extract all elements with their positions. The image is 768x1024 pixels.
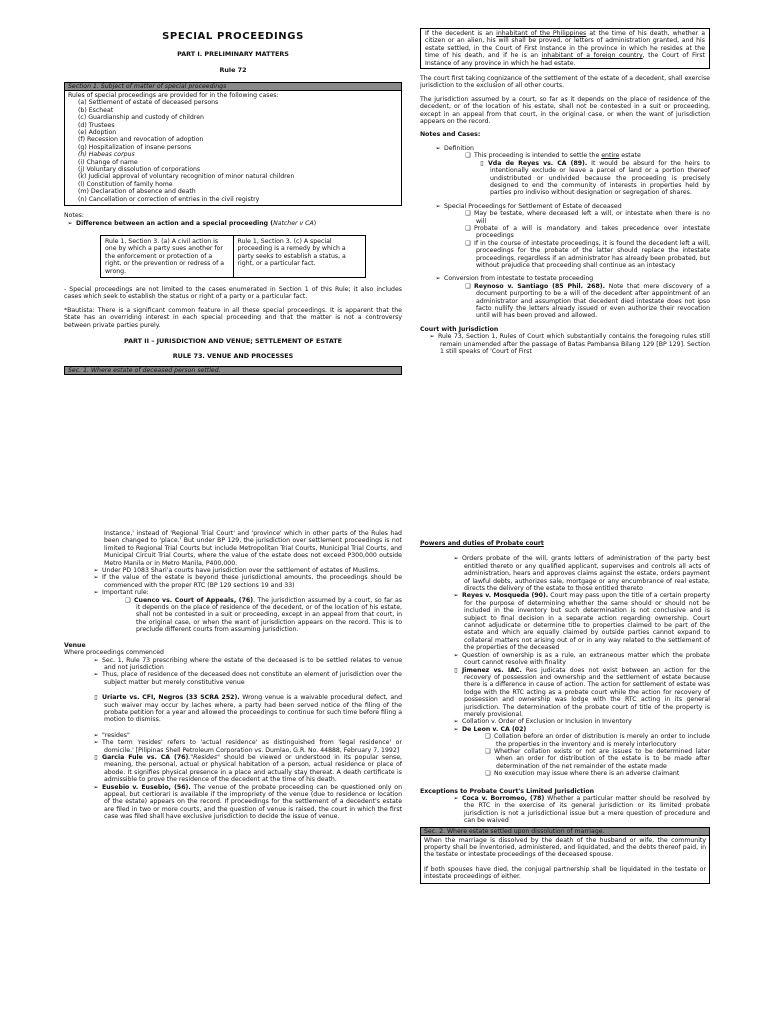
checkbox-bullet-icon: ❑ xyxy=(465,224,471,232)
case-item: (i) Change of name xyxy=(78,158,138,166)
not-limited-note: - Special proceedings are not limited to the cases enumerated in Section 1 of this Rule; it also includes cases which seek to establish the status or right of a party or a particular fact. xyxy=(64,285,402,301)
arrow-bullet-icon: ➢ xyxy=(429,333,435,341)
sec1-header: Section 1. Subject of matter of special proceedings xyxy=(64,82,402,91)
sp-sub-item: ❑ May be testate, where deceased left a will, or intestate when there is no will xyxy=(420,210,710,225)
arrow-bullet-icon: ➢ xyxy=(435,144,441,152)
resides-definition: ➢ The term 'resides' refers to 'actual residence' as distinguished from 'legal residence' or domicile.' [Pilipinas Shell Petroleum Corporation vs. Dumlao, G.R. No. 44888, February 7, 1992] xyxy=(64,739,402,754)
conversion-item: ➢ Conversion from intestate to testate proceeding xyxy=(420,275,710,282)
checkbox-bullet-icon: ❑ xyxy=(465,282,471,290)
de-leon-case: ➢ De Leon v. CA (02) xyxy=(420,726,710,733)
reyes-case: ➢ Reyes v. Mosqueda (90). Court may pass upon the title of a certain property for the purpose of determining whether the same should or should not be included in the inventory but such determination is not conclusive and is subject to final decision in a separate action regarding ownership. Court cannot adjudicate or determine title to properties claimed to be part of the estate and which are equally claimed by outside parties cannot expand to collateral matters not arising out of or in any way related to the settlement of the properties of the deceased xyxy=(420,592,710,651)
case-item: (h) Habeas corpus xyxy=(78,151,135,159)
pd1083-item: ➢ Under PD 1083 Shari'a courts have jurisdiction over the settlement of estates of Muslims. xyxy=(64,567,402,574)
definition-sub: ❑ This proceeding is intended to settle the entire estate xyxy=(420,152,710,159)
arrow-bullet-icon: ➢ xyxy=(67,219,73,227)
page-1-top-right xyxy=(420,28,710,498)
jimenez-case: ▯ Jimenez vs. IAC. Res judicata does not exist between an action for the recovery of possession and ownership and the settlement of estate because there is a difference in cause of action. The action for settlement of estate was lodge with the RTC acting as a probate court while the action for recovery of possession and ownership was lodge with the RTC acting in its general jurisdiction. The determination of the probate court of title of the property is merely provisional. xyxy=(420,667,710,719)
arrow-bullet-icon: ➢ xyxy=(93,574,99,582)
case-item: (d) Trustees xyxy=(78,121,115,129)
coca-case: ➢ Coca v. Borromeo, (78) Whether a particular matter should be resolved by the RTC in the exercise of its general jurisdiction or its limited probate jurisdiction is not a jurisdictional issue but a mere question of procedure and can be waived xyxy=(420,795,710,825)
checkbox-bullet-icon: ❑ xyxy=(465,239,471,247)
garcia-fule-case: ▯ Garcia Fule vs. CA (76)."Resides" should be viewed or understood in its popular sense, meaning, the personal, actual or physical habitation of a person, actual residence or place of abode. It signifies physical presence in a place and actually stay thereat. A death certificate is admissible to prove the residence of the decedent at the time of his death. xyxy=(64,754,402,784)
special-proceeding-cell: Rule 1, Section 3. (c) A special proceeding is a remedy by which a party seeks to establish a status, a right, or a particular fact. xyxy=(233,236,366,277)
sp-sub-item: ❑ If in the course of intestate proceedings, it is found the decedent left a will, proceedings for the probate of the latter should replace the intestate proceedings, regardless if an administrator has already been probated, but without prejudice that proceeding shall continue as an intestacy xyxy=(420,240,710,270)
sec2-paragraph: When the marriage is dissolved by the death of the husband or wife, the community property shall be inventoried, administered, and liquidated, and the debts thereof paid, in the testate or intestate proceedings of the deceased spouse. xyxy=(424,836,706,859)
arrow-bullet-icon: ➢ xyxy=(453,592,459,600)
collation-item: ➢ Collation v. Order of Exclusion or Inclusion in Inventory xyxy=(420,718,710,725)
definition-item: ➢ Definition xyxy=(420,145,710,152)
arrow-bullet-icon: ➢ xyxy=(435,275,441,283)
rule72-heading: Rule 72 xyxy=(219,66,247,74)
notes-label: Notes: xyxy=(64,212,84,220)
sp-sub-item: ❑ Probate of a will is mandatory and takes precedence over intestate proceedings xyxy=(420,225,710,240)
de-leon-sub: ❑ Collation before an order of distribution is merely an order to include the properties in the inventory and is merely interlocutory xyxy=(420,733,710,748)
arrow-bullet-icon: ➢ xyxy=(453,725,459,733)
bautista-note: *Bautista: There is a significant common feature in all these special proceedings. It is apparent that the State has an overriding interest in each special proceeding and that the matter is not a controversy between private parties purely. xyxy=(64,306,402,329)
resides-item: ➢ "resides" xyxy=(64,732,402,739)
arrow-bullet-icon: ➢ xyxy=(435,202,441,210)
rule73-sec1-header: Sec. 1. Where estate of deceased person settled. xyxy=(64,366,402,375)
case-item: (m) Declaration of absence and death xyxy=(78,188,196,196)
checkbox-bullet-icon: ❑ xyxy=(485,733,491,741)
case-item: (j) Voluntary dissolution of corporations xyxy=(78,166,201,174)
square-bullet-icon: ▯ xyxy=(94,753,98,761)
case-item: (b) Escheat xyxy=(78,106,114,114)
sec1-box xyxy=(64,91,402,206)
arrow-bullet-icon: ➢ xyxy=(93,731,99,739)
important-rule-item: ➢ Important rule: xyxy=(64,589,402,596)
page-1-top-left xyxy=(64,28,402,498)
arrow-bullet-icon: ➢ xyxy=(93,671,99,679)
venue-item: ➢ Sec. 1, Rule 73 prescribing where the estate of the deceased is to be settled relates to venue and not jurisdiction xyxy=(64,657,402,672)
beyond-item: ➢ If the value of the estate is beyond these jurisdictional amounts, the proceedings should be commenced with the proper RTC (BP 129 sections 19 and 33) xyxy=(64,574,402,589)
case-item: (e) Adoption xyxy=(78,129,117,137)
square-bullet-icon: ▯ xyxy=(94,694,98,702)
notes-cases-heading: Notes and Cases: xyxy=(420,131,481,139)
part1-heading: PART I. PRELIMINARY MATTERS xyxy=(177,50,289,58)
civil-action-cell: Rule 1, Section 3. (a) A civil action is one by which a party sues another for the enforcement or protection of a right, or the prevention or redress of a wrong. xyxy=(105,237,225,275)
case-item: (c) Guardianship and custody of children xyxy=(78,114,204,122)
uriarte-case: ▯ Uriarte vs. CFI, Negros (33 SCRA 252). Wrong venue is a waivable procedural defect, and such waiver may occur by laches where, a party had been served notice of the filing of the probate petition for a year and allowed the proceedings to continue for such time before filing a motion to dismiss. xyxy=(64,694,402,724)
special-proceedings-item: ➢ Special Proceedings for Settlement of Estate of deceased xyxy=(420,203,710,210)
reynoso-case: ❑ Reynoso v. Santiago (85 Phil. 268). Note that mere discovery of a document purporting to be a will of the decedent after appointment of an administrator and assumption that decedent died intestate does not ipso facto nullify the letters already issued or even authorize their revocation until will has been proved and allowed. xyxy=(420,283,710,320)
comparison-table xyxy=(100,235,366,278)
arrow-bullet-icon: ➢ xyxy=(453,795,459,802)
arrow-bullet-icon: ➢ xyxy=(93,656,99,664)
case-item: (l) Constitution of family home xyxy=(78,180,173,188)
orders-item: ➢ Orders probate of the will, grants letters of administration of the party best entitled thereto or any qualified applicant, supervises and controls all acts of administration, hears and approves claims against the estate, orders payment of lawful debts, authorizes sale, mortgage or any encumbrance of real estate, directs the delivery of the estate to those entitled thereto xyxy=(420,555,710,592)
arrow-bullet-icon: ➢ xyxy=(453,651,459,659)
de-leon-sub: ❑ No execution may issue where there is an adverse claimant xyxy=(420,770,710,777)
de-leon-sub: ❑ Whether collation exists or not are issues to be determined later when an order for distribution of the estate is to be made after determination of the net remainder of the estate made xyxy=(420,748,710,770)
sec1-intro: Rules of special proceedings are provided for in the following cases: xyxy=(68,92,279,99)
vda-de-reyes-case: ▯ Vda de Reyes vs. CA (89). It would be absurd for the heirs to intentionally exclude or leave a parcel of land or a portion thereof undistributed or undivided because the proceeding is precisely designed to end the community of interests in properties held by parties pro indiviso without designation or segregation of shares. xyxy=(420,160,710,197)
case-item: (g) Hospitalization of insane persons xyxy=(78,143,192,151)
sec2-paragraph: If both spouses have died, the conjugal partnership shall be liquidated in the testate or intestate proceedings of either. xyxy=(424,865,706,881)
arrow-bullet-icon: ➢ xyxy=(93,589,99,597)
arrow-bullet-icon: ➢ xyxy=(93,739,99,747)
arrow-bullet-icon: ➢ xyxy=(93,567,99,575)
case-item: (f) Recession and revocation of adoption xyxy=(78,136,204,144)
powers-heading: Powers and duties of Probate court xyxy=(420,540,544,547)
page-2-bottom-right xyxy=(420,540,710,980)
rule73-heading: RULE 73. VENUE AND PROCESSES xyxy=(172,351,294,360)
venue-heading: Venue xyxy=(64,641,86,649)
arrow-bullet-icon: ➢ xyxy=(93,783,99,791)
case-item: (a) Settlement of estate of deceased persons xyxy=(78,99,219,107)
page-2-bottom-left xyxy=(64,530,402,1000)
case-item: (n) Cancellation or correction of entries in the civil registry xyxy=(78,195,260,203)
exceptions-heading: Exceptions to Probate Court's Limited Jurisdiction xyxy=(420,787,595,795)
cuenco-case: ❑ Cuenco vs. Court of Appeals, (76). The jurisdiction assumed by a court, so far as it depends on the place of residence of the decedent, or of the location of his estate, shall not be contested in a suit or proceeding, except in an appeal from that court, in the original case, or when the want of jurisdiction appears on the record. This is to preclude different courts from assuming jurisdiction. xyxy=(64,597,402,634)
checkbox-bullet-icon: ❑ xyxy=(485,770,491,778)
continued-text: Instance,' instead of 'Regional Trial Court' and 'province' which in other parts of the Rules had been changed to 'place.' But under BP 129, the jurisdiction over settlement proceedings is not limited to Regional Trial Courts but include Metropolitan Trial Courts, Municipal Trial Courts, and Municipal Circuit Trial Courts, where the value of the estate does not exceed P300,000 outside Metro Manila or in Metro Manila, P400,000. xyxy=(104,530,402,567)
arrow-bullet-icon: ➢ xyxy=(453,718,459,726)
ownership-item: ➢ Question of ownership is as a rule, an extraneous matter which the probate court cannot resolve with finality xyxy=(420,652,710,667)
sec2-header: Sec. 2. Where estate settled upon dissolution of marriage. xyxy=(420,827,710,836)
square-bullet-icon: ▯ xyxy=(480,159,484,167)
checkbox-bullet-icon: ❑ xyxy=(465,152,471,160)
difference-note: ➢ Difference between an action and a special proceeding (Natcher v CA) xyxy=(64,220,402,227)
checkbox-bullet-icon: ❑ xyxy=(485,747,491,755)
rule73-note: ➢ Rule 73, Section 1, Rules of Court which substantially contains the foregoing rules still remain unamended after the passage of Batas Pambansa Bilang 129 [BP 129]. Section 1 still speaks of 'Court of First xyxy=(420,333,710,355)
checkbox-bullet-icon: ❑ xyxy=(465,210,471,218)
case-item: (k) Judicial approval of voluntary recognition of minor natural children xyxy=(78,173,295,181)
arrow-bullet-icon: ➢ xyxy=(453,555,459,563)
eusebio-case: ➢ Eusebio v. Eusebio, (56). The venue of the probate proceeding can be questioned only on appeal, but certiorari is available if the impropriety of the venue (due to residence or location of the estate) appears on the record. If proceedings for the settlement of a decedent's estate are filed in two or more courts, and the question of venue is raised, the court in which the first case was filed shall have exclusive jurisdiction to decide the issue of venue. xyxy=(64,784,402,821)
part2-heading: PART II – JURISDICTION AND VENUE; SETTLEMENT OF ESTATE xyxy=(123,336,343,345)
sec1-text-box: If the decedent is an inhabitant of the Philippines at the time of his death, whether a citizen or an alien, his will shall be proved, or letters of administration granted, and his estate settled, in the Court of First Instance in the province in which he resides at the time of his death, and if he is an inhabitant of a foreign country, the Court of First Instance of any province in which he had estate. xyxy=(420,28,710,69)
sec2-box xyxy=(420,836,710,884)
jurisdiction-paragraph: The jurisdiction assumed by a court, so far as it depends on the place of residence of the decedent, or of the location of his estate, shall not be contested in a suit or proceeding, except in an appeal from that court, in the original case, or when the want of jurisdiction appears on the record. xyxy=(420,95,710,126)
first-court-paragraph: The court first taking cognizance of the settlement of the estate of a decedent, shall exercise jurisdiction to the exclusion of all other courts. xyxy=(420,75,710,90)
venue-item: ➢ Thus, place of residence of the deceased does not constitute an element of jurisdiction over the subject matter but merely constitutive venue xyxy=(64,671,402,686)
checkbox-bullet-icon: ❑ xyxy=(125,596,131,604)
court-jurisdiction-heading: Court with Jurisdiction xyxy=(420,325,499,333)
square-bullet-icon: ▯ xyxy=(454,666,458,674)
document-title: SPECIAL PROCEEDINGS xyxy=(162,31,304,42)
where-commenced: Where proceedings commenced xyxy=(64,649,164,657)
